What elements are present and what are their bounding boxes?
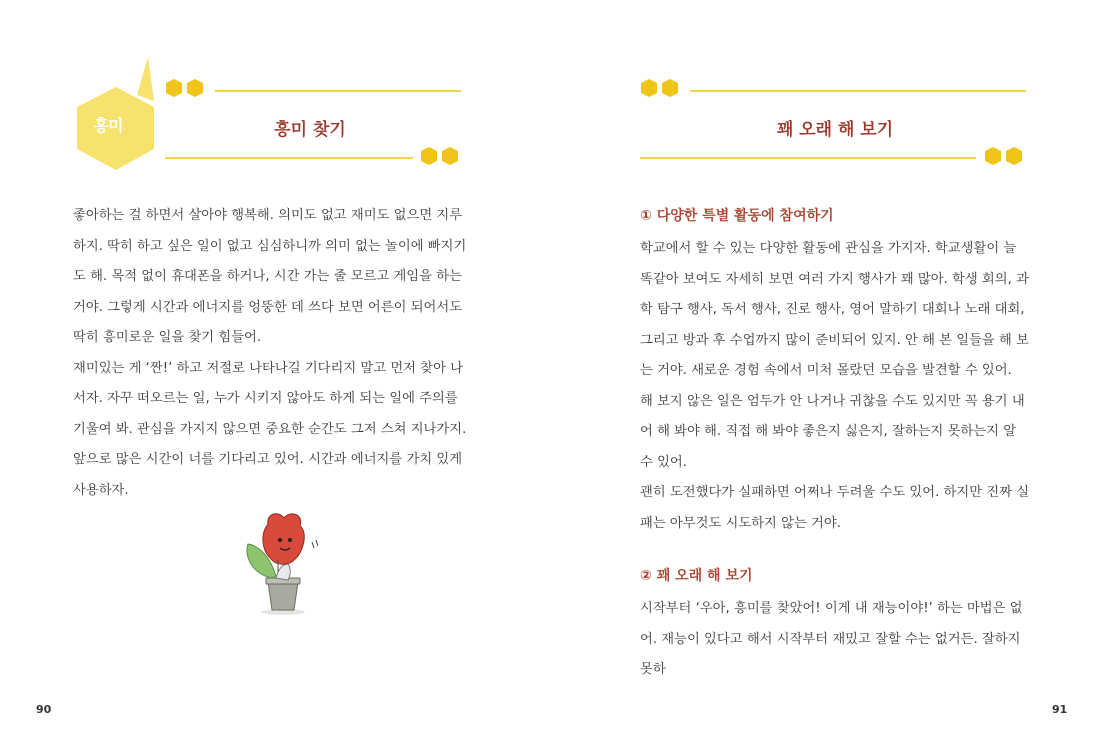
paragraph: 앞으로 많은 시간이 너를 기다리고 있어. 시간과 에너지를 가치 있게 사용하자. bbox=[73, 452, 463, 498]
paragraph: 재미있는 게 ‘짠!’ 하고 저절로 나타나길 기다리지 말고 먼저 찾아 나서자. 자꾸 떠오르는 일, 누가 시키지 않아도 하게 되는 일에 주의를 기울여 봐. 관심을 가지지 않으면 중요한 순간도 그저 스쳐 지나가지. bbox=[73, 360, 467, 437]
title-bottom-rule bbox=[640, 157, 976, 159]
paragraph: 시작부터 ‘우아, 흥미를 찾았어! 이게 내 재능이야!’ 하는 마법은 없어. 재능이 있다고 해서 시작부터 재밌고 잘할 수는 없거든. 잘하지 못하 bbox=[640, 601, 1023, 677]
double-hexagon-quote-icon bbox=[984, 146, 1026, 166]
body-text bbox=[73, 201, 468, 506]
section1-body bbox=[640, 234, 1032, 539]
page-title: 꽤 오래 해 보기 bbox=[776, 120, 894, 140]
double-hexagon-quote-icon bbox=[640, 78, 682, 98]
page-title: 흥미 찾기 bbox=[274, 120, 346, 140]
plant-character-illustration bbox=[238, 512, 328, 617]
section-heading: ① 다양한 특별 활동에 참여하기 bbox=[640, 208, 834, 224]
title-bottom-rule bbox=[165, 157, 413, 159]
paragraph: 괜히 도전했다가 실패하면 어쩌나 두려울 수도 있어. 하지만 진짜 실패는 아무것도 시도하지 않는 거야. bbox=[640, 485, 1030, 531]
section2-body bbox=[640, 594, 1032, 686]
title-top-rule bbox=[690, 90, 1026, 92]
title-top-rule bbox=[215, 90, 461, 92]
double-hexagon-quote-icon bbox=[420, 146, 462, 166]
badge-label: 흥미 bbox=[93, 116, 123, 135]
section-heading: ② 꽤 오래 해 보기 bbox=[640, 568, 753, 584]
paragraph: 해 보지 않은 일은 엄두가 안 나거나 귀찮을 수도 있지만 꼭 용기 내어 해 봐야 해. 직접 해 봐야 좋은지 싫은지, 잘하는지 못하는지 알 수 있어. bbox=[640, 393, 1025, 470]
paragraph: 학교에서 할 수 있는 다양한 활동에 관심을 가지자. 학교생활이 늘 똑같아 보여도 자세히 보면 여러 가지 행사가 꽤 많아. 학생 회의, 과학 탐구 행사, 독서 행사, 진로 행사, 영어 말하기 대회나 노래 대회, 그리고 방과 후 수업까지 많이 준비되어 있지. 안 해 본 일들을 해 보는 거야. 새로운 경험 속에서 미처 몰랐던 모습을 발견할 수 있어. bbox=[640, 241, 1029, 378]
right-page bbox=[550, 0, 1100, 755]
page-number: 91 bbox=[1052, 703, 1068, 716]
double-hexagon-quote-icon bbox=[165, 78, 207, 98]
page-number: 90 bbox=[36, 703, 52, 716]
paragraph: 좋아하는 걸 하면서 살아야 행복해. 의미도 없고 재미도 없으면 지루하지. 딱히 하고 싶은 일이 없고 심심하니까 의미 없는 놀이에 빠지기도 해. 목적 없이 휴대폰을 하거나, 시간 가는 줄 모르고 게임을 하는 거야. 그렇게 시간과 에너지를 엉뚱한 데 쓰다 보면 어른이 되어서도 딱히 흥미로운 일을 찾기 힘들어. bbox=[73, 208, 467, 345]
